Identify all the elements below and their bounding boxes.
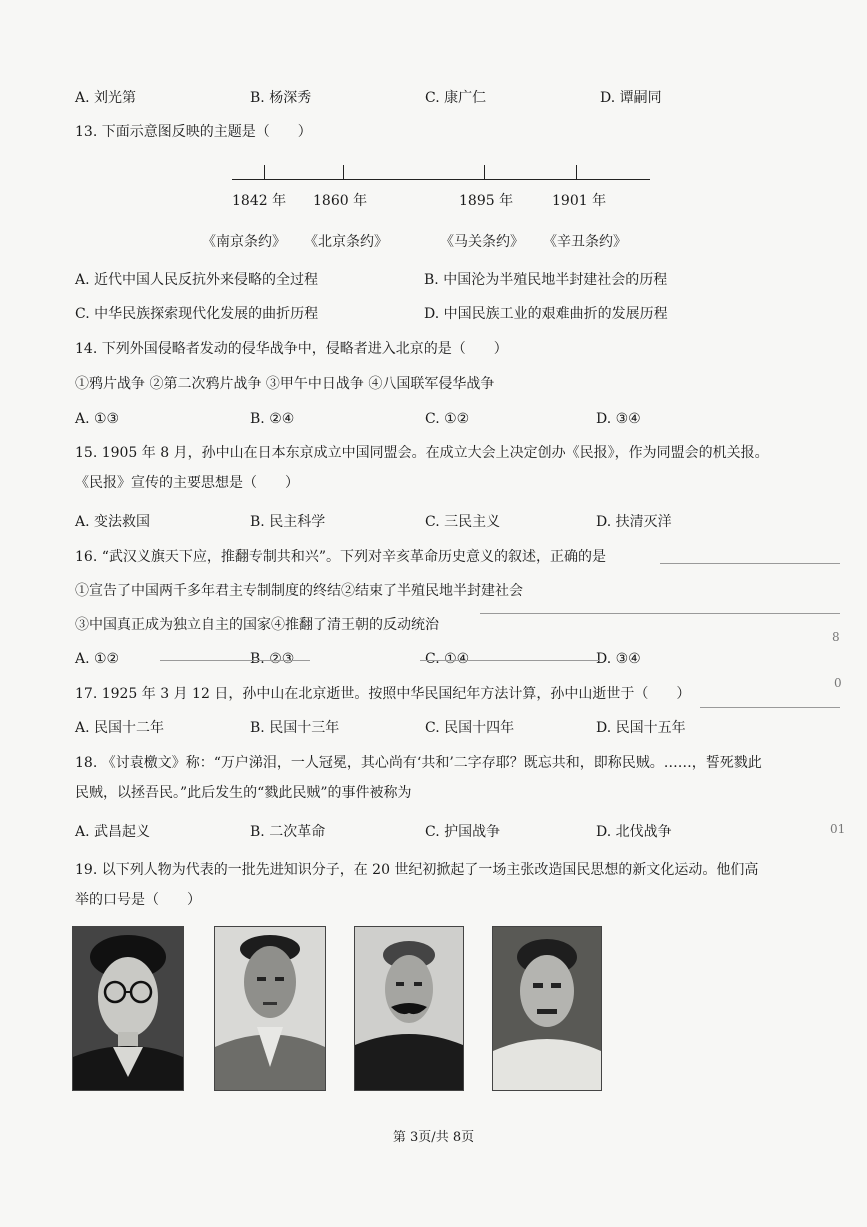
q14-items: ①鸦片战争 ②第二次鸦片战争 ③甲午中日战争 ④八国联军侵华战争 — [75, 376, 495, 392]
scan-artifact-line — [660, 563, 840, 564]
q17-stem: 17. 1925 年 3 月 12 日，孙中山在北京逝世。按照中华民国纪年方法计算，孙中山逝世于（ ） — [75, 686, 691, 702]
q16-option-c: C. ①④ — [425, 651, 470, 667]
margin-mark: 01 — [830, 822, 846, 836]
q14-option-a: A. ①③ — [75, 411, 120, 427]
q18-option-a: A. 武昌起义 — [75, 824, 151, 840]
q16-option-d: D. ③④ — [596, 651, 641, 667]
q14-option-c: C. ①② — [425, 411, 470, 427]
portrait-figure — [215, 927, 325, 1090]
q15-option-b: B. 民主科学 — [250, 514, 326, 530]
portrait-photo — [354, 926, 464, 1091]
q15-option-a: A. 变法救国 — [75, 514, 151, 530]
q15-stem: 15. 1905 年 8 月，孙中山在日本东京成立中国同盟会。在成立大会上决定创办《民报》，作为同盟会的机关报。《民报》宣传的主要思想是（ ） — [75, 445, 769, 491]
timeline-treaty: 《北京条约》 — [304, 234, 388, 250]
q12-option-a: A. 刘光第 — [75, 90, 137, 106]
q17-option-a: A. 民国十二年 — [75, 720, 165, 736]
q18-stem: 18. 《讨袁檄文》称：“万户涕泪，一人冠冕，其心尚有‘共和’二字存耶？既忘共和，即称民贼。……，誓死戮此民贼，以拯吾民。”此后发生的“戮此民贼”的事件被称为 — [75, 755, 762, 801]
q18-option-c: C. 护国战争 — [425, 824, 501, 840]
portrait-figure — [493, 927, 601, 1090]
q14-option-b: B. ②④ — [250, 411, 295, 427]
timeline-axis — [232, 179, 650, 180]
q16-stem: 16. “武汉义旗天下应，推翻专制共和兴”。下列对辛亥革命历史意义的叙述，正确的是 — [75, 549, 607, 565]
portrait-glasses-figure — [73, 927, 183, 1090]
q13-option-a: A. 近代中国人民反抗外来侵略的全过程 — [75, 272, 319, 288]
timeline-year: 1901 年 — [552, 193, 607, 209]
q15-option-d: D. 扶清灭洋 — [596, 514, 672, 530]
scan-artifact-line — [700, 707, 840, 708]
timeline-treaty: 《南京条约》 — [202, 234, 286, 250]
q17-option-c: C. 民国十四年 — [425, 720, 515, 736]
scan-artifact-line — [160, 660, 310, 661]
q12-option-d: D. 谭嗣同 — [600, 90, 662, 106]
timeline-tick — [264, 165, 265, 179]
q16-option-b: B. ②③ — [250, 651, 295, 667]
scan-artifact-line — [480, 613, 840, 614]
timeline-treaty: 《马关条约》 — [440, 234, 524, 250]
q17-option-d: D. 民国十五年 — [596, 720, 686, 736]
timeline-tick — [576, 165, 577, 179]
timeline-tick — [343, 165, 344, 179]
timeline-treaty: 《辛丑条约》 — [543, 234, 627, 250]
q14-option-d: D. ③④ — [596, 411, 641, 427]
margin-mark: 8 — [832, 630, 840, 644]
q15-option-c: C. 三民主义 — [425, 514, 501, 530]
q19-stem: 19. 以下列人物为代表的一批先进知识分子，在 20 世纪初掀起了一场主张改造国民思想的新文化运动。他们高举的口号是（ ） — [75, 862, 759, 908]
q18-option-b: B. 二次革命 — [250, 824, 326, 840]
q13-option-d: D. 中国民族工业的艰难曲折的发展历程 — [424, 306, 668, 322]
portrait-mustache-figure — [355, 927, 463, 1090]
portrait-photo — [214, 926, 326, 1091]
timeline-tick — [484, 165, 485, 179]
margin-mark: 0 — [834, 676, 842, 690]
q16-option-a: A. ①② — [75, 651, 120, 667]
q16-items-2: ③中国真正成为独立自主的国家④推翻了清王朝的反动统治 — [75, 617, 439, 633]
q13-option-b: B. 中国沦为半殖民地半封建社会的历程 — [424, 272, 668, 288]
portrait-photo — [72, 926, 184, 1091]
q12-option-b: B. 杨深秀 — [250, 90, 312, 106]
q17-option-b: B. 民国十三年 — [250, 720, 340, 736]
q13-stem: 13. 下面示意图反映的主题是（ ） — [75, 124, 312, 140]
q12-option-c: C. 康广仁 — [425, 90, 487, 106]
timeline-year: 1860 年 — [313, 193, 368, 209]
page-footer: 第 3页/共 8页 — [392, 1130, 475, 1145]
portrait-photo — [492, 926, 602, 1091]
q14-stem: 14. 下列外国侵略者发动的侵华战争中，侵略者进入北京的是（ ） — [75, 341, 508, 357]
timeline-year: 1842 年 — [232, 193, 287, 209]
q13-option-c: C. 中华民族探索现代化发展的曲折历程 — [75, 306, 319, 322]
q16-items-1: ①宣告了中国两千多年君主专制制度的终结②结束了半殖民地半封建社会 — [75, 583, 523, 599]
scan-artifact-line — [420, 660, 600, 661]
timeline-year: 1895 年 — [459, 193, 514, 209]
q18-option-d: D. 北伐战争 — [596, 824, 672, 840]
